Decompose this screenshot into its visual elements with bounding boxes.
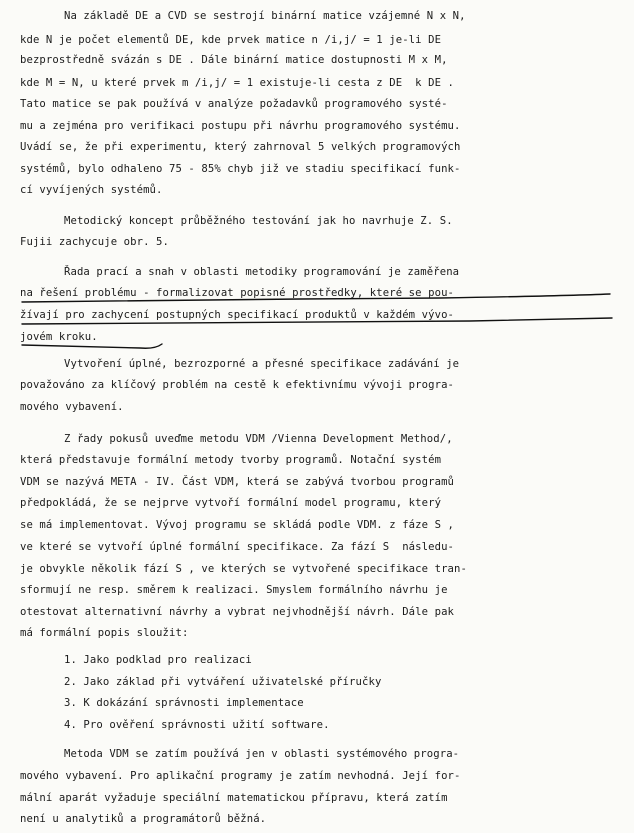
text-line: VDM se nazývá META - IV. Část VDM, která se zabývá tvorbou programů (20, 476, 455, 488)
text-line: ve které se vytvoří úplné formální specifikace. Za fází S následu- (20, 541, 455, 553)
text-line: Metodický koncept průběžného testování jak ho navrhuje Z. S. (64, 215, 453, 227)
text-line: mální aparát vyžaduje speciální matematickou přípravu, která zatím (20, 792, 448, 804)
text-line: předpokládá, že se nejprve vytvoří formální model programu, který (20, 497, 442, 509)
text-line: má formální popis sloužit: (20, 627, 189, 639)
text-line: která představuje formální metody tvorby programů. Notační systém (20, 454, 442, 466)
text-line: Tato matice se pak používá v analýze požadavků programového systé- (20, 98, 448, 110)
list-item: 1. Jako podklad pro realizaci (64, 654, 252, 666)
text-line: považováno za klíčový problém na cestě k efektivnímu vývoji progra- (20, 379, 455, 391)
text-line: kde N je počet elementů DE, kde prvek matice n /i,j/ = 1 je-li DE (20, 34, 442, 46)
text-line: na řešení problému - formalizovat popisné prostředky, které se pou- (20, 287, 455, 299)
underline-stroke-3 (22, 344, 162, 348)
text-line: Metoda VDM se zatím používá jen v oblasti systémového progra- (64, 748, 460, 760)
text-line: Uvádí se, že při experimentu, který zahrnoval 5 velkých programových (20, 141, 461, 153)
list-item: 3. K dokázání správnosti implementace (64, 697, 304, 709)
text-line: otestovat alternativní návrhy a vybrat nejvhodnější návrh. Dále pak (20, 606, 455, 618)
text-line: mového vybavení. (20, 401, 124, 413)
text-line: je obvykle několik fází S , ve kterých se vytvořené specifikace tran- (20, 563, 467, 575)
text-line: Z řady pokusů uveďme metodu VDM /Vienna Development Method/, (64, 433, 453, 445)
text-line: bezprostředně svázán s DE . Dále binární matice dostupnosti M x M, (20, 54, 448, 66)
text-line: Na základě DE a CVD se sestrojí binární matice vzájemné N x N, (64, 10, 466, 22)
text-line: cí vyvíjených systémů. (20, 184, 163, 196)
text-line: kde M = N, u které prvek m /i,j/ = 1 existuje-li cesta z DE k DE . (20, 77, 455, 89)
text-line: Řada prací a snah v oblasti metodiky programování je zaměřena (64, 266, 460, 278)
text-line: není u analytiků a programátorů běžná. (20, 813, 267, 825)
text-line: žívají pro zachycení postupných specifikací produktů v každém vývo- (20, 309, 455, 321)
text-line: sformují ne resp. směrem k realizaci. Smyslem formálního návrhu je (20, 584, 448, 596)
text-line: Fujii zachycuje obr. 5. (20, 236, 169, 248)
list-item: 2. Jako základ při vytváření uživatelské příručky (64, 676, 382, 688)
text-line: mu a zejména pro verifikaci postupu při návrhu programového systému. (20, 120, 461, 132)
text-line: se má implementovat. Vývoj programu se skládá podle VDM. z fáze S , (20, 519, 455, 531)
text-line: systémů, bylo odhaleno 75 - 85% chyb již ve stadiu specifikací funk- (20, 163, 461, 175)
text-line: mového vybavení. Pro aplikační programy je zatím nevhodná. Její for- (20, 770, 461, 782)
list-item: 4. Pro ověření správnosti užití software. (64, 719, 330, 731)
text-line: jovém kroku. (20, 331, 98, 343)
text-line: Vytvoření úplné, bezrozporné a přesné specifikace zadávání je (64, 358, 460, 370)
